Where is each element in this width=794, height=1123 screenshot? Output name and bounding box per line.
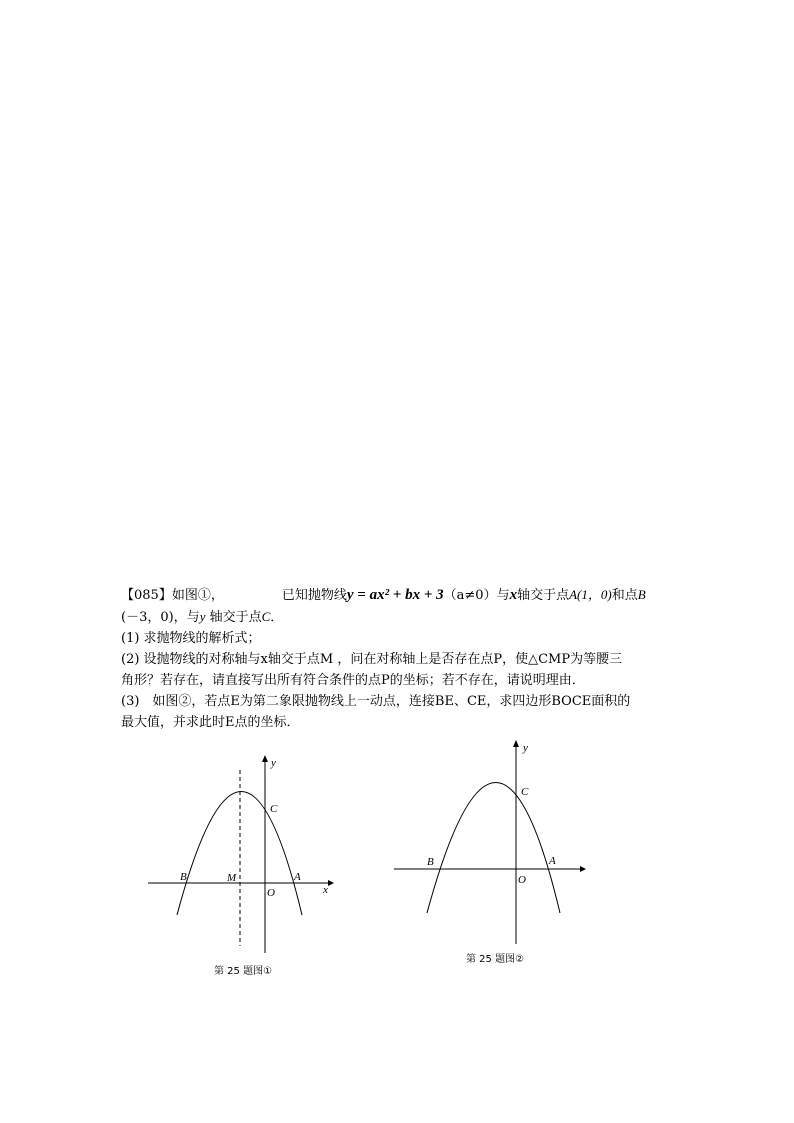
line2-end: ．	[270, 610, 284, 625]
x-axis-arrow	[580, 866, 586, 872]
label-y: y	[523, 742, 528, 754]
problem-line-2	[121, 606, 677, 628]
point-b-coord: (－3，0)，与	[121, 610, 200, 625]
question-2-line-2: 角形？若存在，请直接写出所有符合条件的点P的坐标；若不存在，请说明理由．	[121, 673, 585, 688]
x-axis-arrow	[328, 880, 334, 886]
label-c: C	[270, 803, 278, 815]
label-a: A	[549, 855, 556, 867]
problem-line-1	[121, 584, 677, 606]
label-b: B	[427, 856, 434, 868]
given-text-b: 与	[496, 588, 510, 603]
y-axis-arrow	[262, 755, 268, 762]
question-3-line-1: (3) 如图②，若点E为第二象限抛物线上一动点，连接BE、CE，求四边形BOCE面积的	[121, 694, 631, 709]
label-x: x	[323, 884, 328, 896]
problem-number: 【085】	[121, 588, 172, 603]
figure-1-diagram	[140, 750, 340, 960]
problem-text	[121, 584, 677, 733]
given-text-d: 和点	[611, 588, 638, 603]
label-y: y	[271, 757, 276, 769]
figure-2-diagram	[390, 735, 595, 950]
figure-2-caption: 第 25 题图②	[466, 954, 525, 965]
label-o: O	[518, 874, 526, 886]
y-axis-arrow	[513, 740, 519, 747]
question-3-line-2: 最大值，并求此时E点的坐标．	[121, 715, 300, 730]
point-a-text: A(1，0)	[569, 587, 612, 602]
point-c-text: C	[261, 609, 271, 624]
question-1: (1) 求抛物线的解析式；	[121, 631, 261, 646]
label-o: O	[267, 887, 275, 899]
parabola-curve	[427, 783, 560, 914]
given-text-a: 已知抛物线	[281, 588, 347, 603]
intro-text: 如图①，	[171, 588, 224, 603]
line2-rest: 轴交于点	[205, 610, 262, 625]
given-text-c: 轴交于点	[517, 588, 570, 603]
label-m: M	[227, 872, 237, 884]
label-c: C	[521, 786, 529, 798]
figure-1-caption: 第 25 题图①	[214, 966, 273, 977]
y-axis-symbol: y	[199, 609, 206, 624]
x-axis-symbol: x	[509, 587, 518, 603]
point-b-text: B	[637, 587, 646, 602]
condition-text: （a≠0）	[443, 588, 497, 603]
parabola-formula: y = ax² + bx + 3	[346, 587, 444, 603]
label-b: B	[180, 871, 187, 883]
question-2-line-1: (2) 设抛物线的对称轴与x轴交于点M ，问在对称轴上是否存在点P，使△CMP为等腰三	[121, 652, 623, 667]
label-a: A	[294, 871, 301, 883]
